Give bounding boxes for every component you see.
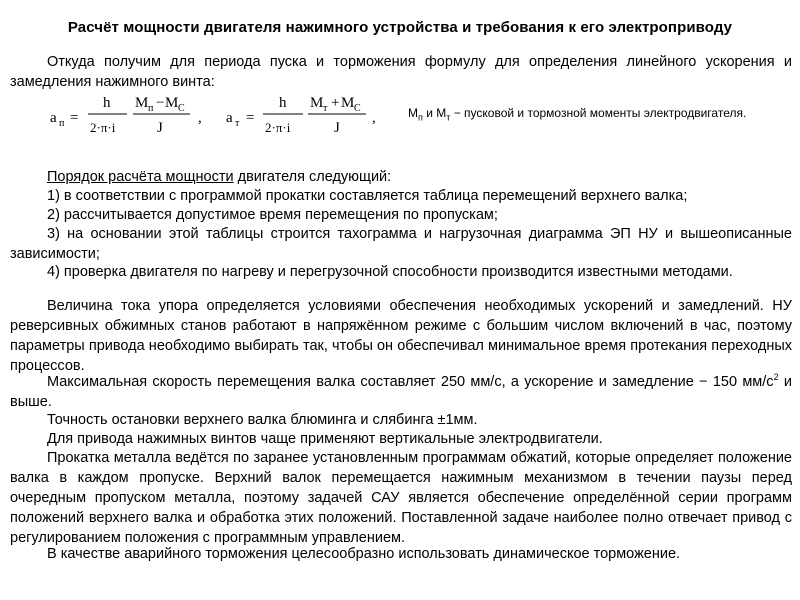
formula-a-p: a	[50, 110, 57, 126]
paragraph-current: Величина тока упора определяется условиями обеспечения необходимых ускорений и замедлений. НУ реверсивных обжимных станов работают в напряжённом режиме с большим числом включений в час, поэтому параметры привода необходимо выбирать так, чтобы он обеспечивал минимальное время протекания переходных процессов.	[10, 298, 792, 374]
intro-paragraph: Откуда получим для периода пуска и торможения формулу для определения линейного ускорения и замедления нажимного винта:	[10, 54, 792, 90]
formula-m-p-sub: п	[148, 103, 154, 114]
procedure-heading: Порядок расчёта мощности двигателя следующий:	[47, 169, 392, 185]
formula-minus: −	[156, 95, 165, 111]
formula-h-2: h	[279, 95, 287, 111]
formula-comma-1: ,	[198, 110, 202, 126]
procedure-item-1: 1) в соответствии с программой прокатки составляется таблица перемещений верхнего валка;	[47, 188, 688, 204]
formula-h-1: h	[103, 95, 111, 111]
page-title: Расчёт мощности двигателя нажимного устройства и требования к его электроприводу	[67, 19, 733, 36]
paragraph-motors: Для привода нажимных винтов чаще применяют вертикальные электродвигатели.	[47, 431, 603, 447]
paragraph-braking: В качестве аварийного торможения целесообразно использовать динамическое торможение.	[47, 546, 681, 562]
formula-m-c-2: M	[341, 95, 355, 111]
formula-m-c-1: M	[165, 95, 179, 111]
formula-equals-2: =	[246, 110, 255, 126]
procedure-item-4: 4) проверка двигателя по нагреву и перегрузочной способности производится известными методами.	[47, 264, 733, 280]
formula-m-t-sub: т	[323, 103, 328, 114]
formula-m-c-sub-1: C	[178, 103, 185, 114]
formula-comma-2: ,	[372, 110, 376, 126]
formula-denominator-1: 2·π·i	[90, 120, 116, 135]
formula-a-t: a	[226, 110, 233, 126]
formula-equals-1: =	[70, 110, 79, 126]
formula-a-t-sub: т	[235, 118, 240, 129]
formula-denominator-2: 2·π·i	[265, 120, 291, 135]
formula-a-p-sub: п	[59, 118, 65, 129]
procedure-item-3: 3) на основании этой таблицы строится тахограмма и нагрузочная диаграмма ЭП НУ и вышеописанные зависимости;	[10, 226, 792, 262]
formula-j-1: J	[157, 120, 163, 136]
paragraph-precision: Точность остановки верхнего валка блюминга и слябинга ±1мм.	[47, 412, 478, 428]
paragraph-speed: Максимальная скорость перемещения валка составляет 250 мм/с, а ускорение и замедление − 150 $мм/с^2$ и выше.	[10, 372, 792, 410]
formula-m-c-sub-2: C	[354, 103, 361, 114]
formula-m-t: M	[310, 95, 324, 111]
formula-j-2: J	[334, 120, 340, 136]
procedure-item-2: 2) рассчитывается допустимое время перемещения по пропускам;	[47, 207, 498, 223]
acceleration-formula	[50, 92, 390, 140]
formula-plus: +	[331, 95, 340, 111]
formula-m-p: M	[135, 95, 149, 111]
paragraph-rolling: Прокатка металла ведётся по заранее установленным программам обжатий, которые определяет положение валка в каждом пропуске. Верхний валок перемещается нажимным механизмом в течении паузы перед очередным пропуском металла, поэтому задачей САУ является обеспечение определённой серии программ положений верхнего валка и обработка этих положений. Поставленной задаче наиболее полно отвечает привод с регулированием положения с программным управлением.	[10, 450, 792, 546]
formula-note: $M_п$ и $M_т$ − пусковой и тормозной моменты электродвигателя.	[408, 106, 747, 123]
